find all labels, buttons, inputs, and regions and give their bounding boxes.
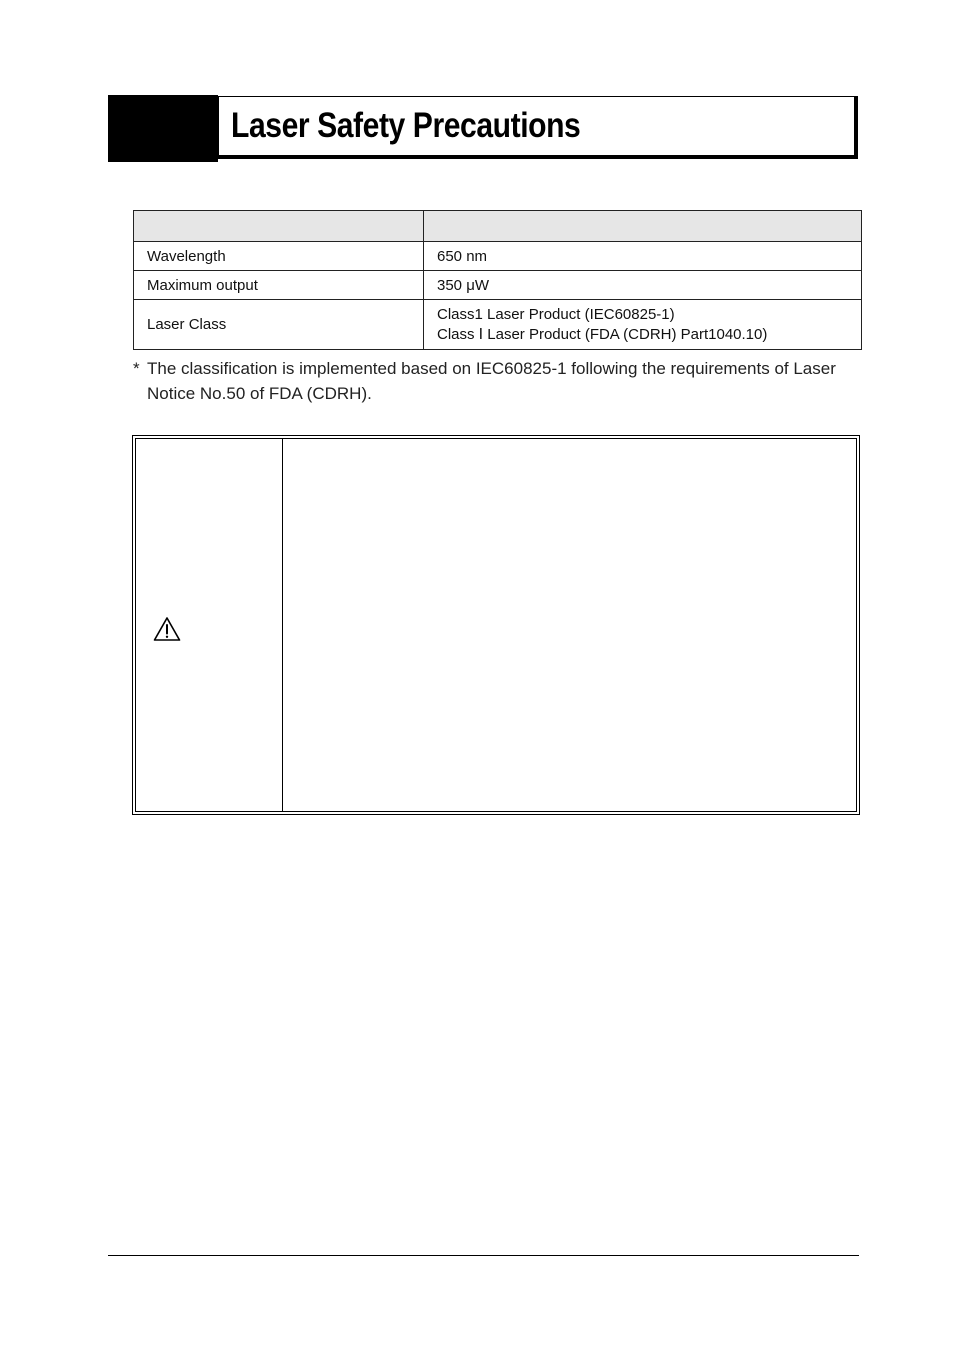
table-cell-label: Wavelength	[134, 242, 424, 271]
table-row	[134, 300, 862, 350]
caution-divider	[282, 439, 283, 811]
warning-triangle-icon	[153, 616, 181, 642]
table-cell-label: Laser Class	[134, 300, 424, 350]
table-cell-value-line: Class Ⅰ Laser Product (FDA (CDRH) Part1040.10)	[437, 325, 768, 343]
footnote-marker: *	[133, 359, 140, 378]
footnote-text: The classification is implemented based on IEC60825-1 following the requirements of Laser Notice No.50 of FDA (CDRH).	[147, 359, 836, 403]
table-header-cell-value	[424, 211, 862, 242]
table-cell-value: 650 nm	[424, 242, 862, 271]
page-title: Laser Safety Precautions	[231, 106, 581, 145]
caution-box	[132, 435, 860, 815]
table-row	[134, 271, 862, 300]
header-black-block	[108, 95, 218, 162]
footnote	[133, 356, 853, 406]
table-cell-label: Maximum output	[134, 271, 424, 300]
footer-rule	[108, 1255, 859, 1256]
table-cell-value	[424, 300, 862, 350]
table-header-cell-item	[134, 211, 424, 242]
laser-spec-table	[133, 210, 862, 350]
table-header-row	[134, 211, 862, 242]
table-cell-value: 350 μW	[424, 271, 862, 300]
section-header	[108, 95, 860, 162]
table-cell-value-line: Class1 Laser Product (IEC60825-1)	[437, 305, 675, 323]
header-title-box	[218, 96, 858, 159]
caution-box-inner	[135, 438, 857, 812]
table-row	[134, 242, 862, 271]
